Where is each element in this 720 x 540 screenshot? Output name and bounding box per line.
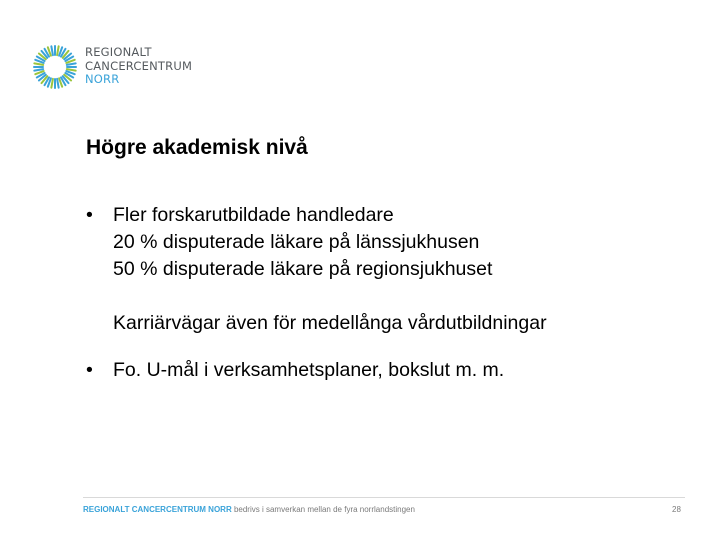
logo-ray [51, 46, 53, 55]
bullet-marker: • [86, 359, 93, 381]
sun-ring-logo-icon [30, 42, 80, 92]
bullet-1-line-3: 50 % disputerade läkare på regionsjukhuset [113, 258, 493, 280]
bullet-1 [86, 202, 686, 229]
bullet-1-line-2: 20 % disputerade läkare på länssjukhusen [113, 231, 480, 253]
logo-line-1: REGIONALT [85, 45, 152, 59]
slide-title: Högre akademisk nivå [86, 136, 308, 159]
logo-ray [51, 79, 53, 88]
logo-ray [67, 69, 76, 71]
footer-rest: bedrivs i samverkan mellan de fyra norrlandstingen [231, 505, 415, 514]
logo-text [85, 46, 192, 87]
logo-line-2: CANCERCENTRUM [85, 58, 193, 73]
bullet-1-text: Fler forskarutbildade handledare [113, 204, 394, 226]
slide-content [86, 202, 686, 384]
bullet-2-text: Fo. U-mål i verksamhetsplaner, bokslut m. m. [113, 359, 505, 381]
logo [30, 42, 200, 102]
logo-ray [57, 79, 59, 88]
logo-ray [67, 63, 76, 65]
page-number: 28 [672, 505, 681, 514]
logo-line-3: NORR [85, 72, 120, 86]
bullet-marker: • [86, 204, 93, 226]
logo-ray [34, 69, 43, 71]
logo-ray [57, 46, 59, 55]
bullet-2 [86, 357, 686, 384]
footer-text [83, 505, 415, 514]
logo-ray [34, 63, 43, 65]
footer-brand: REGIONALT CANCERCENTRUM NORR [83, 505, 232, 514]
footer-divider [83, 497, 685, 498]
bullet-1-line-4: Karriärvägar även för medellånga vårdutbildningar [113, 312, 547, 334]
